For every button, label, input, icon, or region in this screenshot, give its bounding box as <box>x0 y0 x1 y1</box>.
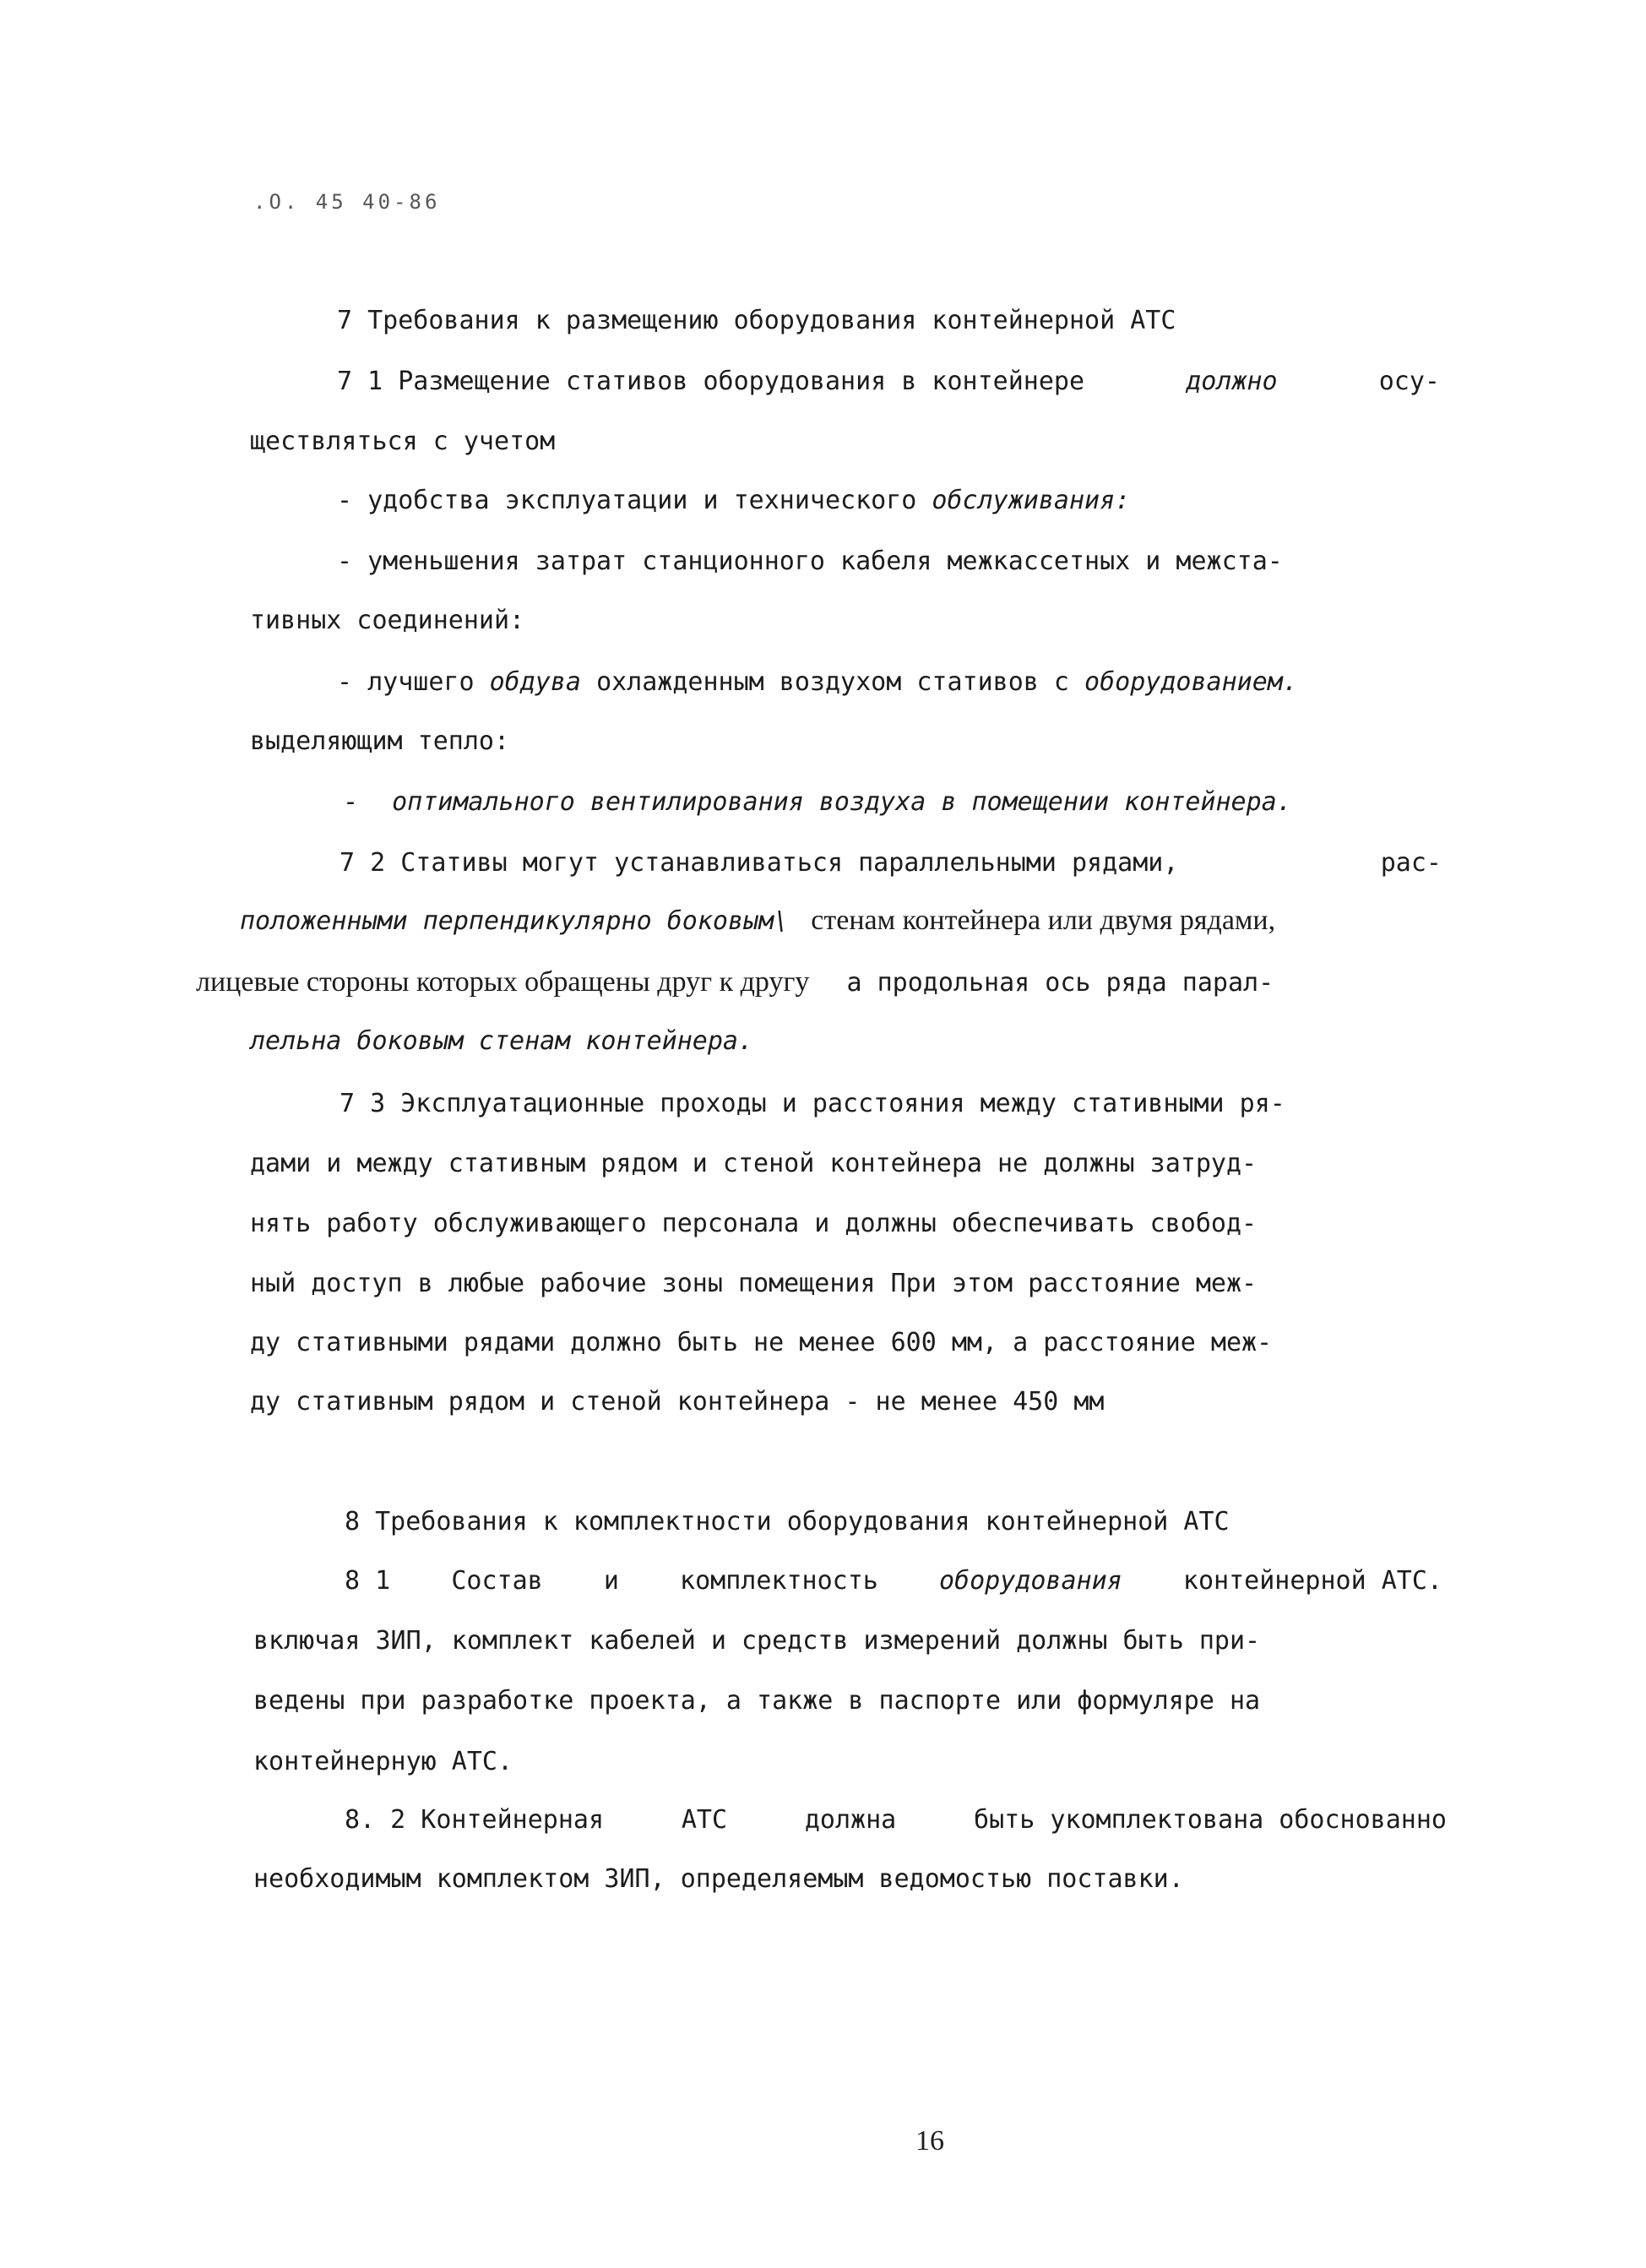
paragraph-8-1-line-3: ведены при разработке проекта, а также в паспорте или формуляре на <box>253 1686 1261 1716</box>
paragraph-7-3-line-4: ный доступ в любые рабочие зоны помещения При этом расстояние меж- <box>250 1269 1258 1298</box>
paragraph-7-3-line-5: ду стативными рядами должно быть не менее 600 мм, а расстояние меж- <box>250 1328 1273 1357</box>
list-item-3-line-1 <box>337 666 1298 699</box>
paragraph-7-1-text-b: должно <box>1186 367 1278 396</box>
paragraph-8-2-text-b: АТС <box>681 1805 728 1835</box>
paragraph-7-2-line-4: лельна боковым стенам контейнера. <box>250 1026 754 1056</box>
paragraph-8-1-line-1 <box>345 1564 1442 1598</box>
paragraph-8-1-word-4: комплектность <box>680 1566 878 1596</box>
list-item-2-line-1: - уменьшения затрат станционного кабеля межкассетных и межста- <box>337 547 1283 576</box>
paragraph-7-1-text-a: 7 1 Размещение стативов оборудования в контейнере <box>337 367 1085 396</box>
paragraph-8-1-word-2: Состав <box>451 1566 543 1596</box>
paragraph-8-2-text-c: должна <box>804 1805 897 1835</box>
list-item-3-line-2: выделяющим тепло: <box>250 726 510 756</box>
paragraph-7-1-text-c: осу- <box>1378 367 1440 396</box>
list-item-3-text-c: охлажденным воздухом стативов с <box>596 667 1069 697</box>
paragraph-7-2-line-2-text-a: положенными перпендикулярно боковым\ <box>240 906 790 936</box>
paragraph-7-2-text-b: рас- <box>1380 848 1442 878</box>
list-item-4-text: оптимального вентилирования воздуха в помещении контейнера. <box>392 787 1292 817</box>
paragraph-7-1-line-2: ществляться с учетом <box>250 427 556 456</box>
paragraph-8-1-word-5: оборудования <box>939 1566 1122 1596</box>
paragraph-7-3-line-1: 7 3 Эксплуатационные проходы и расстояния между стативными ря- <box>340 1089 1285 1118</box>
section-8-title: 8 Требования к комплектности оборудования контейнерной АТС <box>345 1507 1230 1536</box>
paragraph-8-2-line-2: необходимым комплектом ЗИП, определяемым ведомостью поставки. <box>253 1864 1184 1894</box>
paragraph-7-3-line-3: нять работу обслуживающего персонала и должны обеспечивать свобод- <box>250 1209 1258 1238</box>
paragraph-7-2-line-1 <box>340 846 1442 880</box>
paragraph-7-3-line-6: ду стативным рядом и стеной контейнера - не менее 450 мм <box>250 1387 1105 1417</box>
paragraph-7-2-line-2-text-b: стенам контейнера или двумя рядами, <box>811 905 1276 936</box>
paragraph-7-2-line-2 <box>240 904 1275 938</box>
paragraph-8-1-word-1: 8 1 <box>345 1566 391 1596</box>
list-item-1-text: - удобства эксплуатации и технического <box>337 486 917 515</box>
paragraph-8-1-line-4: контейнерную АТС. <box>253 1747 513 1776</box>
paragraph-7-2-line-3-text-b: а продольная ось ряда парал- <box>846 968 1274 998</box>
document-code-header: .O. 45 40-86 <box>253 190 441 214</box>
paragraph-7-3-line-2: дами и между стативным рядом и стеной контейнера не должны затруд- <box>250 1149 1258 1178</box>
list-item-3-text-d: оборудованием. <box>1084 667 1298 697</box>
section-7-title: 7 Требования к размещению оборудования контейнерной АТС <box>337 306 1176 335</box>
paragraph-7-2-text-a: 7 2 Стативы могут устанавливаться параллельными рядами, <box>340 848 1179 878</box>
paragraph-7-1-line-1 <box>337 365 1440 399</box>
paragraph-8-1-word-3: и <box>603 1566 619 1596</box>
list-item-2-line-2: тивных соединений: <box>250 606 525 635</box>
paragraph-7-2-line-3 <box>196 965 1274 1000</box>
paragraph-8-1-word-6: контейнерной АТС. <box>1182 1566 1442 1596</box>
list-item-3-text-b: обдува <box>489 667 581 697</box>
list-item-3-text-a: - лучшего <box>337 667 475 697</box>
list-item-1 <box>337 484 1130 518</box>
list-item-4-dash: - <box>343 787 359 817</box>
list-item-4 <box>343 786 1292 819</box>
paragraph-8-2-text-d: быть укомплектована обоснованно <box>974 1805 1447 1835</box>
paragraph-8-1-line-2: включая ЗИП, комплект кабелей и средств измерений должны быть при- <box>253 1626 1261 1656</box>
list-item-1-text-b: обслуживания: <box>932 486 1131 515</box>
page-number: 16 <box>915 2125 944 2157</box>
paragraph-8-2-line-1 <box>345 1803 1447 1837</box>
paragraph-8-2-text-a: 8. 2 Контейнерная <box>345 1805 605 1835</box>
paragraph-7-2-line-3-text-a: лицевые стороны которых обращены друг к другу <box>196 966 810 998</box>
